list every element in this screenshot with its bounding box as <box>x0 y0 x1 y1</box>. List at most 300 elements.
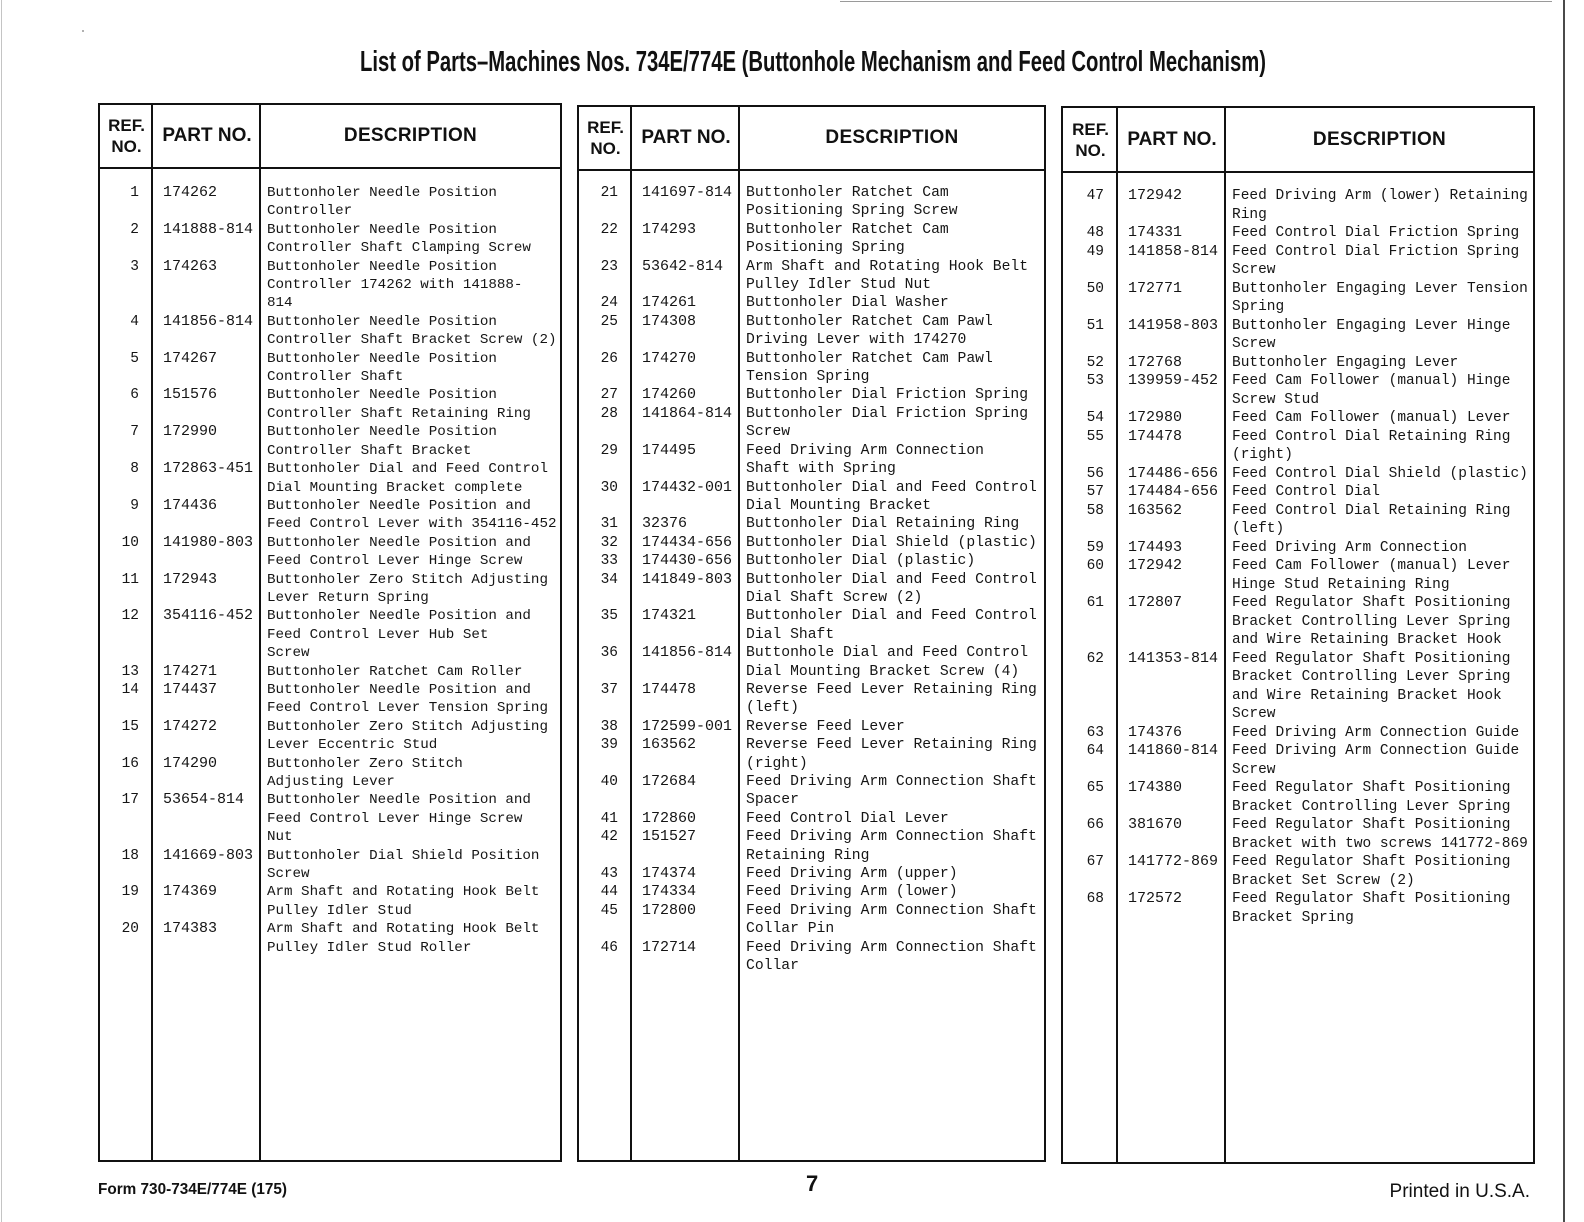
description-line: Feed Control Dial Friction Spring <box>1232 225 1520 241</box>
table-row <box>579 828 1044 865</box>
description <box>1226 243 1533 280</box>
description <box>740 350 1044 387</box>
table-row <box>1063 539 1533 558</box>
table-row <box>100 258 560 313</box>
table-row <box>100 663 560 681</box>
ref-no: 58 <box>1086 502 1104 519</box>
table-row <box>100 847 560 884</box>
header-ref-line1: REF. <box>587 118 624 137</box>
part-no: 141353-814 <box>1128 649 1219 667</box>
table-row <box>579 221 1044 258</box>
description-line: Feed Cam Follower (manual) Lever <box>1232 558 1511 574</box>
ref-no: 65 <box>1086 780 1104 796</box>
table-row <box>579 515 1044 533</box>
description-line: Buttonholer Needle Position and <box>267 608 531 625</box>
part-no: 141856-814 <box>642 644 733 662</box>
description-line: Lever Eccentric Stud <box>267 737 438 754</box>
ref-no: 12 <box>121 608 139 625</box>
description-line: Feed Control Lever with 354116-452 <box>267 516 557 533</box>
description-line: Dial Shaft Screw (2) <box>746 589 923 606</box>
table-row <box>100 607 560 662</box>
description-line: Pulley Idler Stud Roller <box>267 939 472 956</box>
description <box>1226 594 1533 650</box>
description-line: Bracket Set Screw (2) <box>1232 872 1415 889</box>
description <box>261 920 560 957</box>
part-no: 141958-803 <box>1128 316 1219 334</box>
description-line: Feed Control Lever Hub Set <box>267 626 489 643</box>
part-no: 174383 <box>163 920 218 938</box>
description-line: Buttonholer Zero Stitch Adjusting <box>267 718 548 735</box>
description-line: and Wire Retaining Bracket Hook <box>1232 687 1502 704</box>
description-line: Feed Regulator Shaft Positioning <box>1232 854 1511 870</box>
table-row <box>579 313 1044 350</box>
table-body <box>579 171 1044 975</box>
ref-no: 3 <box>130 258 139 275</box>
description <box>261 221 560 258</box>
column-divider <box>1116 108 1118 1162</box>
part-no: 151576 <box>163 386 218 404</box>
ref-no: 53 <box>1086 373 1104 389</box>
description-line: Buttonholer Needle Position and <box>267 681 531 698</box>
part-no: 172599-001 <box>642 717 733 735</box>
table-row <box>579 184 1044 221</box>
table-row <box>100 221 560 258</box>
description-line: Dial Mounting Bracket <box>746 497 932 514</box>
table-row <box>579 883 1044 901</box>
description <box>1226 853 1533 890</box>
description-line: Hinge Stud Retaining Ring <box>1232 576 1450 593</box>
description-line: Feed Regulator Shaft Positioning <box>1232 595 1511 611</box>
description-line: Buttonholer Needle Position <box>267 221 497 238</box>
part-no: 174437 <box>163 680 218 698</box>
description <box>740 294 1044 312</box>
ref-no: 32 <box>600 534 618 551</box>
form-number: Form 730-734E/774E (175) <box>98 1181 287 1198</box>
description-line: Screw <box>267 866 310 883</box>
description-line: Screw <box>1232 336 1276 352</box>
description <box>1226 779 1533 816</box>
description <box>740 773 1044 810</box>
description <box>740 718 1044 736</box>
description-line: Bracket with two screws 141772-869 <box>1232 835 1528 852</box>
description <box>261 847 560 884</box>
ref-no: 55 <box>1086 428 1104 445</box>
ref-no: 50 <box>1086 280 1104 297</box>
description <box>1226 742 1533 779</box>
ref-no: 66 <box>1086 817 1104 833</box>
description-line: Arm Shaft and Rotating Hook Belt <box>267 884 540 901</box>
table-row <box>1063 650 1533 724</box>
table-row <box>100 791 560 846</box>
table-header <box>1063 108 1533 173</box>
part-no: 174369 <box>163 883 218 901</box>
part-no: 174486-656 <box>1128 464 1219 482</box>
part-no: 174376 <box>1128 723 1183 741</box>
parts-table-3 <box>1061 106 1535 1164</box>
description-line: Screw <box>267 645 310 662</box>
description <box>1226 650 1533 724</box>
ref-no: 48 <box>1086 225 1104 241</box>
ref-no: 29 <box>600 442 618 459</box>
description <box>740 883 1044 901</box>
description-line: Feed Control Lever Hinge Screw <box>267 810 523 827</box>
ref-no: 14 <box>121 681 139 698</box>
description-line: Reverse Feed Lever Retaining Ring <box>746 737 1037 754</box>
header-description: DESCRIPTION <box>1312 128 1447 150</box>
description-line: Feed Driving Arm Connection Shaft <box>746 902 1037 919</box>
ref-no: 45 <box>600 902 618 919</box>
description-line: Positioning Spring Screw <box>746 203 958 220</box>
table-header <box>579 107 1044 171</box>
ref-no: 17 <box>121 792 139 809</box>
description-line: Feed Control Dial Retaining Ring <box>1232 428 1511 445</box>
column-divider <box>151 105 153 1160</box>
ref-no: 60 <box>1086 558 1104 574</box>
description-line: Buttonholer Dial Washer <box>746 295 949 312</box>
table-body <box>1063 173 1533 927</box>
ref-no: 35 <box>600 608 618 625</box>
part-no: 174331 <box>1128 224 1183 241</box>
description <box>261 607 560 662</box>
description <box>1226 372 1533 409</box>
ref-no: 7 <box>130 424 139 441</box>
ref-no: 59 <box>1086 539 1104 556</box>
table-row <box>579 386 1044 404</box>
part-no: 53642-814 <box>642 257 724 275</box>
table-row <box>579 607 1044 644</box>
table-row <box>579 294 1044 312</box>
part-no: 172771 <box>1128 279 1183 297</box>
description-line: Buttonholer Needle Position <box>267 387 497 404</box>
table-row <box>579 865 1044 883</box>
ref-no: 26 <box>600 350 618 367</box>
ref-no: 21 <box>600 185 618 201</box>
description-line: Feed Driving Arm Connection Shaft <box>746 774 1037 790</box>
description <box>740 386 1044 404</box>
description-line: Adjusting Lever <box>267 774 395 790</box>
description-line: Buttonholer Dial and Feed Control <box>746 571 1037 588</box>
description-line: Buttonholer Dial Shield Position <box>267 847 540 864</box>
description <box>1226 280 1533 317</box>
description-line: Buttonholer Needle Position and <box>267 497 531 514</box>
description-line: Buttonholer Ratchet Cam <box>746 221 949 238</box>
scan-edge-top <box>840 1 1552 2</box>
description <box>261 663 560 681</box>
ref-no: 67 <box>1086 854 1104 870</box>
description-line: Screw <box>1232 262 1276 278</box>
description-line: Bracket Controlling Lever Spring <box>1232 669 1511 685</box>
description <box>261 386 560 423</box>
part-no: 174434-656 <box>642 533 733 551</box>
ref-no: 39 <box>600 737 618 754</box>
header-ref-no <box>1063 108 1118 171</box>
description <box>1226 539 1533 558</box>
ref-no: 57 <box>1086 484 1104 500</box>
description-line: Lever Return Spring <box>267 589 429 606</box>
description <box>261 350 560 387</box>
description-line: Controller 174262 with 141888- <box>267 277 523 294</box>
parts-table-1 <box>98 103 562 1162</box>
description-line: Controller Shaft <box>267 369 404 386</box>
description-line: Feed Regulator Shaft Positioning <box>1232 891 1511 907</box>
table-row <box>579 479 1044 516</box>
description <box>740 534 1044 552</box>
table-row <box>1063 428 1533 465</box>
table-row <box>100 184 560 221</box>
description-line: Feed Driving Arm Connection <box>746 442 984 459</box>
table-row <box>1063 502 1533 539</box>
part-no: 174261 <box>642 294 697 312</box>
part-no: 32376 <box>642 515 688 533</box>
description-line: Arm Shaft and Rotating Hook Belt <box>746 258 1029 275</box>
ref-no: 31 <box>600 516 618 533</box>
ref-no: 41 <box>600 810 618 827</box>
ref-no: 56 <box>1086 465 1104 482</box>
table-row <box>1063 280 1533 317</box>
table-row <box>100 313 560 350</box>
ref-no: 16 <box>121 755 139 772</box>
description <box>740 810 1044 828</box>
description <box>261 718 560 755</box>
part-no: 174308 <box>642 312 697 330</box>
ref-no: 19 <box>121 884 139 901</box>
description <box>740 184 1044 221</box>
description-line: Controller Shaft Clamping Screw <box>267 240 531 257</box>
description-line: Screw <box>746 424 791 441</box>
description <box>740 442 1044 479</box>
ref-no: 44 <box>600 884 618 901</box>
description-line: Buttonholer Zero Stitch Adjusting <box>267 571 548 588</box>
part-no: 174271 <box>163 662 218 680</box>
part-no: 174293 <box>642 220 697 238</box>
description-line: Buttonholer Dial (plastic) <box>746 553 976 570</box>
part-no: 174484-656 <box>1128 483 1219 500</box>
description <box>740 405 1044 442</box>
description-line: Buttonholer Zero Stitch <box>267 755 463 772</box>
column-divider <box>259 105 261 1160</box>
description <box>1226 816 1533 853</box>
description-line: Screw Stud <box>1232 391 1320 408</box>
part-no: 174495 <box>642 441 697 459</box>
part-no: 174478 <box>1128 427 1183 445</box>
description-line: Feed Regulator Shaft Positioning <box>1232 650 1511 667</box>
scan-edge-right <box>1563 0 1565 1222</box>
description <box>740 607 1044 644</box>
part-no: 174270 <box>642 349 697 367</box>
table-row <box>100 460 560 497</box>
scan-speck <box>82 30 84 32</box>
part-no: 172684 <box>642 773 697 790</box>
description-line: Feed Regulator Shaft Positioning <box>1232 817 1511 833</box>
part-no: 172800 <box>642 901 697 919</box>
header-ref-line2: NO. <box>590 139 621 158</box>
table-row <box>579 552 1044 570</box>
description-line: Feed Control Dial Friction Spring <box>1232 243 1520 260</box>
description-line: Shaft with Spring <box>746 461 896 478</box>
table-row <box>579 350 1044 387</box>
description <box>740 258 1044 295</box>
description-line: and Wire Retaining Bracket Hook <box>1232 632 1502 648</box>
header-description: DESCRIPTION <box>825 127 959 148</box>
part-no: 151527 <box>642 828 697 846</box>
ref-no: 30 <box>600 479 618 496</box>
description-line: Feed Driving Arm Connection Shaft <box>746 829 1037 846</box>
description-line: Feed Cam Follower (manual) Lever <box>1232 410 1511 426</box>
description-line: Controller Shaft Bracket Screw (2) <box>267 332 557 349</box>
description-line: Ring <box>1232 206 1267 223</box>
part-no: 172714 <box>642 938 697 956</box>
ref-no: 52 <box>1086 354 1104 371</box>
description-line: Feed Driving Arm (lower) Retaining <box>1232 188 1528 204</box>
description-line: Buttonholer Needle Position <box>267 313 497 330</box>
description <box>261 313 560 350</box>
ref-no: 33 <box>600 553 618 570</box>
description-line: Buttonholer Ratchet Cam Roller <box>267 663 523 680</box>
description-line: Buttonholer Needle Position and <box>267 792 531 809</box>
part-no: 174267 <box>163 349 218 367</box>
part-no: 174432-001 <box>642 478 733 496</box>
description-line: Buttonholer Needle Position <box>267 185 497 201</box>
description-line: Feed Control Dial <box>1232 484 1380 500</box>
header-ref-line2: NO. <box>111 137 142 156</box>
description-line: Collar Pin <box>746 921 835 938</box>
description <box>1226 317 1533 354</box>
table-row <box>1063 354 1533 373</box>
part-no: 141858-814 <box>1128 242 1219 260</box>
part-no: 174260 <box>642 386 697 404</box>
part-no: 172807 <box>1128 594 1183 611</box>
description-line: Feed Control Dial Lever <box>746 810 949 827</box>
part-no: 163562 <box>642 736 697 754</box>
part-no: 139959-452 <box>1128 372 1219 389</box>
table-row <box>1063 724 1533 743</box>
description-line: Controller Shaft Bracket <box>267 442 472 459</box>
description-line: Controller <box>267 203 353 220</box>
ref-no: 24 <box>600 295 618 312</box>
description-line: 814 <box>267 295 293 312</box>
description-line: Spacer <box>746 792 799 809</box>
part-no: 141864-814 <box>642 404 733 422</box>
description <box>740 571 1044 608</box>
part-no: 141669-803 <box>163 846 254 864</box>
description-line: Dial Mounting Bracket complete <box>267 479 523 496</box>
table-row <box>579 258 1044 295</box>
description-line: Bracket Spring <box>1232 909 1354 926</box>
ref-no: 36 <box>600 645 618 662</box>
table-row <box>100 350 560 387</box>
table-row <box>579 939 1044 976</box>
table-row <box>1063 779 1533 816</box>
description-line: (right) <box>746 755 808 772</box>
ref-no: 43 <box>600 866 618 883</box>
part-no: 141772-869 <box>1128 853 1219 870</box>
ref-no: 9 <box>130 497 139 514</box>
part-no: 174380 <box>1128 779 1183 796</box>
part-no: 174493 <box>1128 538 1183 556</box>
part-no: 172572 <box>1128 890 1183 907</box>
ref-no: 46 <box>600 939 618 956</box>
header-part-no: PART NO. <box>641 127 731 148</box>
description-line: (left) <box>1232 521 1285 537</box>
ref-no: 68 <box>1086 891 1104 907</box>
description-line: Positioning Spring <box>746 240 905 257</box>
description-line: Buttonholer Dial Retaining Ring <box>746 516 1020 533</box>
parts-table-2 <box>577 105 1046 1162</box>
ref-no: 23 <box>600 258 618 275</box>
description-line: Dial Mounting Bracket Screw (4) <box>746 663 1020 680</box>
description-line: Buttonholer Needle Position <box>267 258 497 275</box>
description-line: Controller Shaft Retaining Ring <box>267 405 531 422</box>
table-row <box>1063 465 1533 484</box>
description-line: Pulley Idler Stud <box>267 902 412 919</box>
description-line: Nut <box>267 829 293 846</box>
description <box>1226 187 1533 224</box>
part-no: 172942 <box>1128 557 1183 574</box>
header-ref-no <box>100 105 153 167</box>
ref-no: 4 <box>130 313 139 330</box>
description <box>261 497 560 534</box>
description-line: Dial Shaft <box>746 626 835 643</box>
description <box>740 902 1044 939</box>
ref-no: 42 <box>600 829 618 846</box>
ref-no: 62 <box>1086 650 1104 667</box>
description-line: Buttonholer Dial Friction Spring <box>746 405 1029 422</box>
description <box>740 736 1044 773</box>
table-row <box>1063 557 1533 594</box>
description-line: Buttonholer Ratchet Cam Pawl <box>746 350 993 367</box>
ref-no: 13 <box>121 663 139 680</box>
description-line: Buttonholer Dial and Feed Control <box>746 479 1037 496</box>
ref-no: 22 <box>600 221 618 238</box>
part-no: 172768 <box>1128 353 1183 371</box>
description <box>1226 483 1533 502</box>
table-row <box>100 497 560 534</box>
description <box>1226 890 1533 927</box>
column-divider <box>630 107 632 1160</box>
part-no: 53654-814 <box>163 791 245 809</box>
description-line: Buttonholer Engaging Lever Tension <box>1232 280 1528 297</box>
table-row <box>1063 187 1533 224</box>
description-line: Spring <box>1232 299 1285 315</box>
description-line: Feed Control Dial Retaining Ring <box>1232 502 1511 519</box>
table-row <box>1063 409 1533 428</box>
part-no: 141888-814 <box>163 220 254 238</box>
description <box>1226 465 1533 484</box>
description-line: (left) <box>746 700 799 717</box>
table-row <box>1063 890 1533 927</box>
description <box>740 865 1044 883</box>
part-no: 174374 <box>642 865 697 883</box>
table-row <box>1063 317 1533 354</box>
description-line: Feed Regulator Shaft Positioning <box>1232 780 1511 796</box>
description-line: Feed Driving Arm Connection Guide <box>1232 743 1520 759</box>
description-line: Buttonholer Needle Position and <box>267 534 531 551</box>
page-title: List of Parts–Machines Nos. 734E/774E (Buttonhole Mechanism and Feed Control Mechanism) <box>360 46 1266 78</box>
table-row <box>579 902 1044 939</box>
header-ref-line1: REF. <box>1072 119 1109 139</box>
table-row <box>579 773 1044 810</box>
description <box>1226 428 1533 465</box>
part-no: 141856-814 <box>163 312 254 330</box>
ref-no: 10 <box>121 534 139 551</box>
description-line: Feed Driving Arm Connection <box>1232 539 1467 556</box>
description-line: Feed Driving Arm (lower) <box>746 884 958 901</box>
part-no: 354116-452 <box>163 607 254 625</box>
description-line: Feed Driving Arm Connection Guide <box>1232 724 1520 741</box>
ref-no: 15 <box>121 718 139 735</box>
part-no: 172980 <box>1128 409 1183 426</box>
table-row <box>579 736 1044 773</box>
